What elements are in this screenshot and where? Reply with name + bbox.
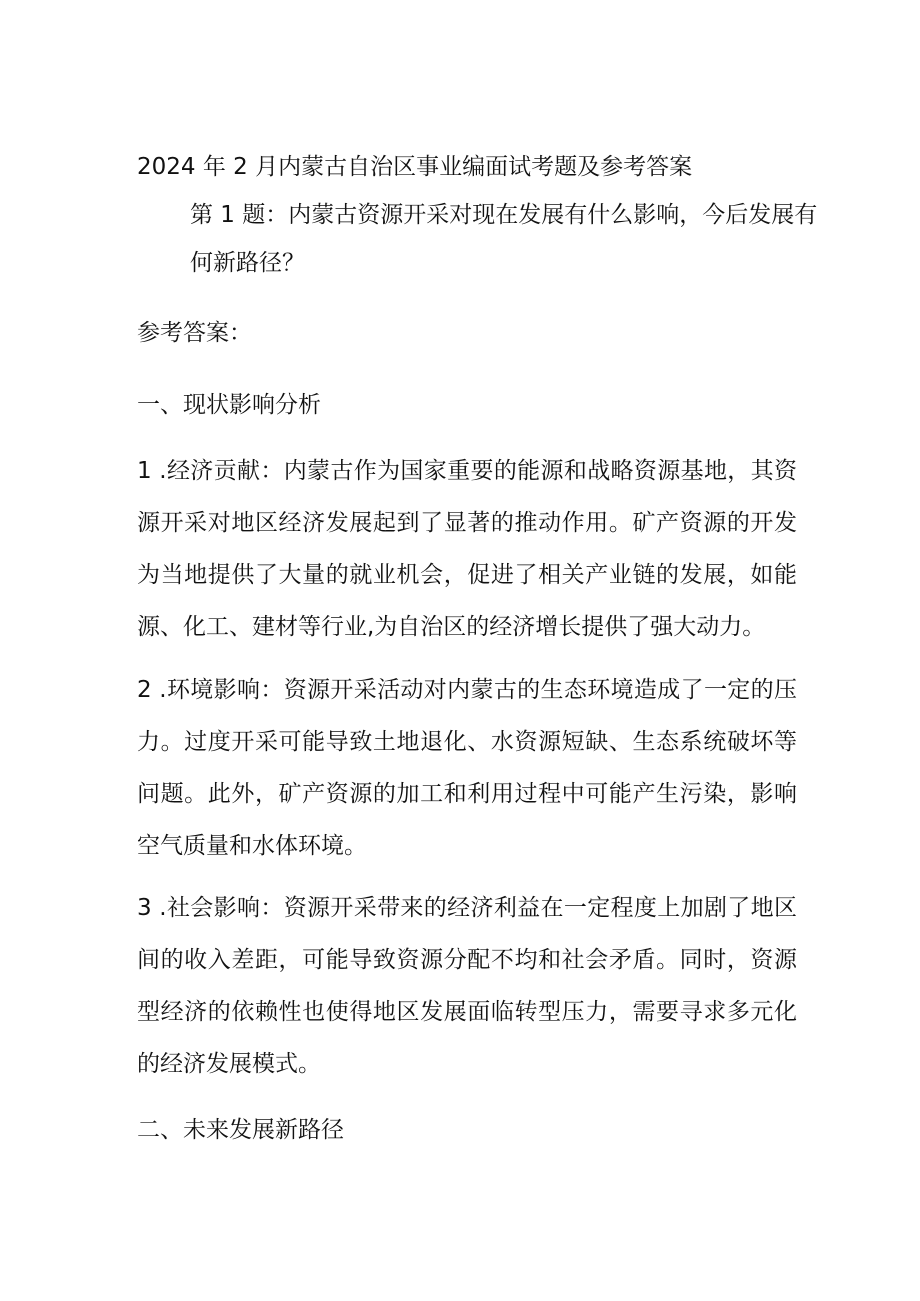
section-heading-2: 二、未来发展新路径 (137, 1117, 344, 1143)
section-heading-1: 一、现状影响分析 (137, 392, 321, 418)
answer-label: 参考答案： (137, 320, 252, 346)
question-line-1: 第 1 题：内蒙古资源开采对现在发展有什么影响，今后发展有 (190, 202, 818, 228)
document-title: 2024 年 2 月内蒙古自治区事业编面试考题及参考答案 (137, 154, 693, 180)
item-environmental-impact: 2 .环境影响：资源开采活动对内蒙古的生态环境造成了一定的压力。过度开采可能导致土地退化、水资源短缺、生态系统破坏等问题。此外，矿产资源的加工和利用过程中可能产生污染，影响空气质量和水体环境。 (137, 677, 797, 859)
item-economic-contribution: 1 .经济贡献：内蒙古作为国家重要的能源和战略资源基地，其资源开采对地区经济发展起到了显著的推动作用。矿产资源的开发为当地提供了大量的就业机会，促进了相关产业链的发展，如能源、化工、建材等行业,为自治区的经济增长提供了强大动力。 (137, 458, 797, 640)
item-social-impact: 3 .社会影响：资源开采带来的经济利益在一定程度上加剧了地区间的收入差距，可能导致资源分配不均和社会矛盾。同时，资源型经济的依赖性也使得地区发展面临转型压力，需要寻求多元化的经济发展模式。 (137, 895, 797, 1077)
question-line-2: 何新路径？ (190, 250, 305, 276)
